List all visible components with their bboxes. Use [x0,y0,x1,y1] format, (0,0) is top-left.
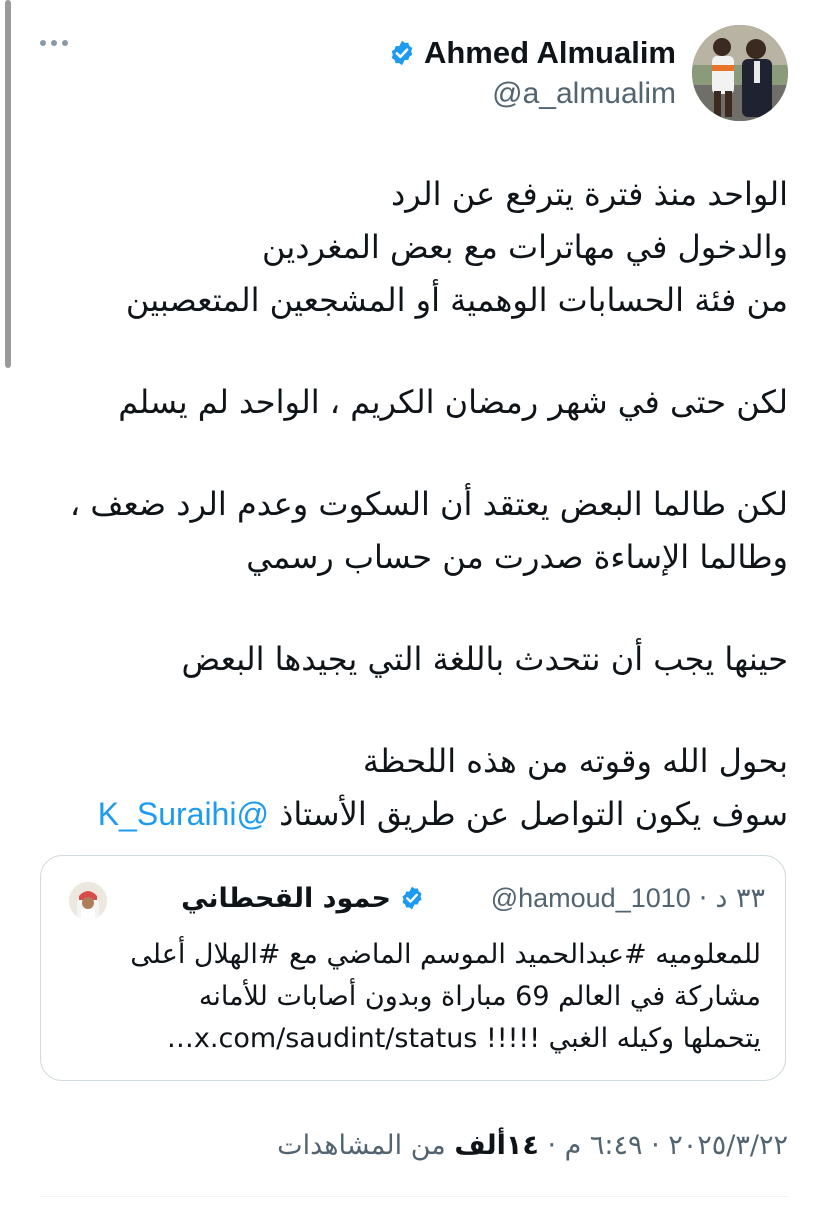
tweet-line-text: سوف يكون التواصل عن طريق الأستاذ [268,795,788,833]
tweet-line: الواحد منذ فترة يترفع عن الرد [390,175,788,213]
views-label: من المشاهدات [277,1130,455,1161]
tweet-body [28,168,788,841]
author-handle[interactable]: @a_almualim [492,77,676,110]
more-dot [62,40,68,46]
author-avatar[interactable] [692,25,788,121]
tweet-date[interactable]: ٢٠٢٥/٣/٢٢ [668,1130,788,1161]
tweet-line: بحول الله وقوته من هذه اللحظة [362,742,788,780]
quoted-tweet-text [61,934,761,1060]
paragraph-gap [28,327,788,376]
author-name-row [388,31,676,75]
views-count[interactable]: ١٤ألف [454,1130,539,1161]
tweet-line: لكن حتى في شهر رمضان الكريم ، الواحد لم يسلم [118,383,788,421]
tweet-line: والدخول في مهاترات مع بعض المغردين [262,228,788,266]
scrollbar[interactable] [5,0,11,368]
quoted-line: يتحملها وكيله الغبي !!!!! x.com/saudint/status… [166,1023,761,1054]
avatar-photo [692,25,788,121]
quoted-line: للمعلوميه #عبدالحميد الموسم الماضي مع #الهلال أعلى [130,939,761,970]
paragraph-gap [28,686,788,735]
quoted-avatar-photo [69,882,107,920]
tweet-line: لكن طالما البعض يعتقد أن السكوت وعدم الرد ضعف ، [69,485,788,523]
mention-link[interactable]: @K_Suraihi [97,796,269,832]
verified-badge-icon [399,885,425,911]
more-options-icon[interactable] [40,40,68,46]
author-block [388,31,676,111]
tweet-line-with-mention [28,788,788,841]
divider [40,1196,788,1197]
header-separator: · [698,882,708,914]
quoted-author-avatar[interactable] [69,882,107,920]
author-name[interactable]: Ahmed Almualim [423,35,676,70]
tweet-meta [277,1130,788,1161]
meta-separator: · [538,1130,565,1161]
quoted-line: مشاركة في العالم 69 مباراة وبدون أصابات للأمانه [198,981,761,1012]
tweet-time[interactable]: ٦:٤٩ م [564,1130,643,1161]
quoted-tweet-time[interactable]: ٣٣ د [715,882,765,914]
tweet-line: حينها يجب أن نتحدث باللغة التي يجيدها البعض [181,640,788,678]
quoted-author-name[interactable]: حمود القحطاني [181,882,391,914]
quoted-tweet-card[interactable] [40,855,786,1081]
tweet-line: وطالما الإساءة صدرت من حساب رسمي [246,538,788,576]
quoted-author-handle[interactable]: @hamoud_1010 [490,882,691,913]
meta-separator: · [642,1130,669,1161]
paragraph-gap [28,584,788,633]
paragraph-gap [28,429,788,478]
more-dot [51,40,57,46]
tweet-line: من فئة الحسابات الوهمية أو المشجعين المتعصبين [125,281,788,319]
quoted-tweet-header [491,878,765,918]
verified-badge-icon [388,39,416,67]
more-dot [40,40,46,46]
quoted-name-group [181,878,425,918]
